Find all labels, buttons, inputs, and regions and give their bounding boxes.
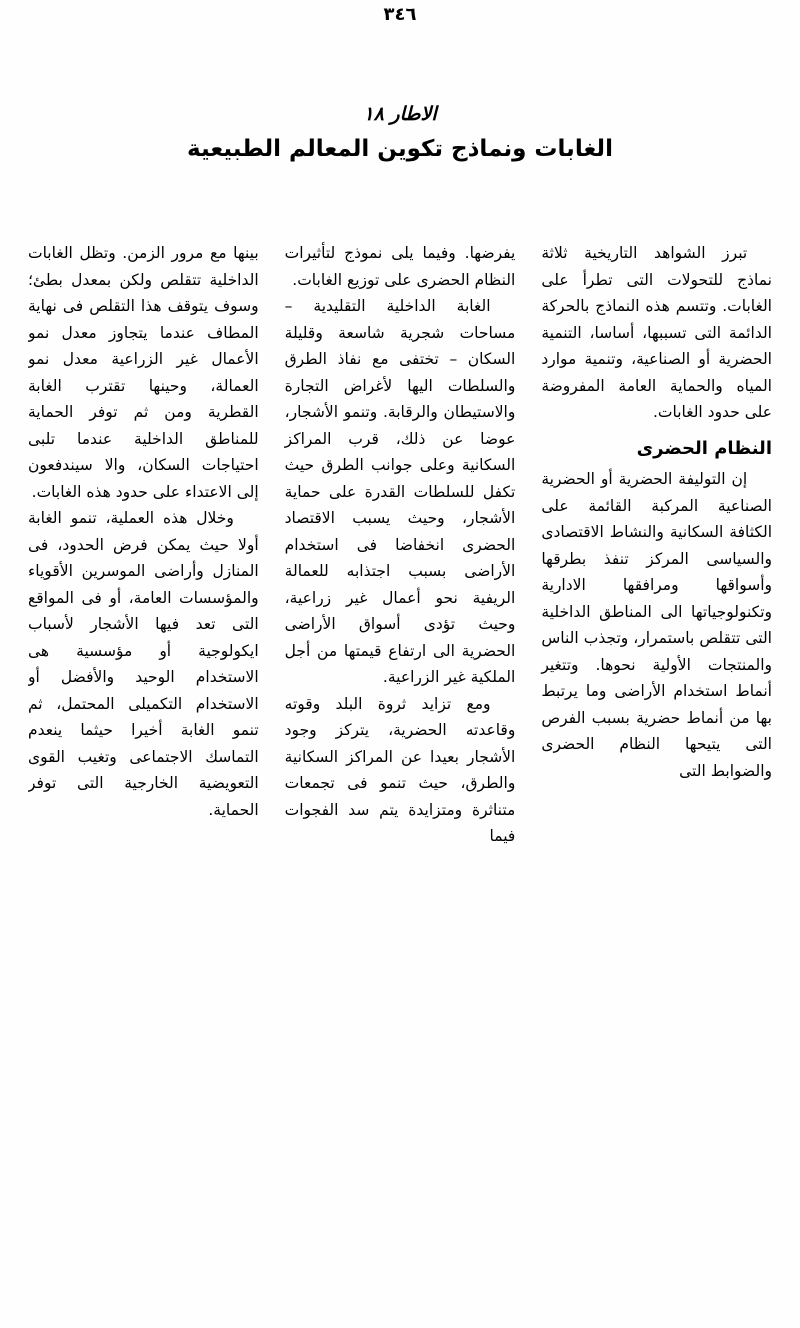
paragraph-urban-system: إن التوليفة الحضرية أو الحضرية الصناعية المركبة القائمة على الكثافة السكانية والنشاط الاقتصادى والسياسى المركز تنفذ بطرقها وأسواقها ومرافقها الادارية وتكنولوجياتها الى المناطق الداخلية التى تتقلص باستمرار، وتجذب الناس والمنتجات الأولية نحوها. وتتغير أنماط استخدام الأراضى وما يرتبط بها من أنماط حضرية بسبب الفرص التى يتيحها النظام الحضرى والضوابط التى xyxy=(541,470,772,780)
column-right xyxy=(541,240,772,1314)
paragraph-interior-forest: الغابة الداخلية التقليدية – مساحات شجرية شاسعة وقليلة السكان – تختفى مع نفاذ الطرق والسلطات اليها لأغراض التجارة والاستيطان والرقابة. وتنمو الأشجار، عوضا عن ذلك، قرب المراكز السكانية وعلى جوانب الطرق حيث تكفل للسلطات القدرة على حماية الأشجار، وحيث يسبب الاقتصاد الحضرى انخفاضا فى استخدام الأراضى بسبب اجتذابه للعمالة الريفية نحو أعمال غير زراعية، وحيث تؤدى أسواق الأراضى الحضرية الى ارتفاع قيمتها من أجل الملكية غير الزراعية. xyxy=(284,297,516,686)
paragraph-process: وخلال هذه العملية، تنمو الغابة أولا حيث يمكن فرض الحدود، فى المنازل وأراضى الموسرين الأقوياء والمؤسسات العامة، أو فى المواقع التى تعد فيها الأشجار لأسباب ايكولوجية أو مؤسسية هى الاستخدام الوحيد والأفضل أو الاستخدام التكميلى المحتمل، ثم تنمو الغابة أخيرا حيثما ينعدم التماسك الاجتماعى وتغيب القوى التعويضية الخارجية التى توفر الحماية. xyxy=(28,509,259,819)
section-heading-urban-system: النظام الحضرى xyxy=(636,437,772,459)
paragraph-country-wealth: ومع تزايد ثروة البلد وقوته وقاعدته الحضرية، يتركز وجود الأشجار بعيدا عن المراكز السكانية والطرق، حيث تنمو فى تجمعات متناثرة ومتزايدة يتم سد الفجوات فيما xyxy=(284,694,516,845)
column-middle xyxy=(285,240,516,1314)
frame-label: الاطار ١٨ xyxy=(363,103,437,125)
paragraph-continuation: بينها مع مرور الزمن. وتظل الغابات الداخلية تتقلص ولكن بمعدل بطئ؛ وسوف يتوقف هذا التقلص فى نهاية المطاف عندما يتجاوز معدل نمو الأعمال غير الزراعية معدل نمو العمالة، وحينها تقترب الغابة القطرية ومن ثم توفر الحماية للمناطق الداخلية عندما تلبى احتياجات السكان، والا سيندفعون إلى الاعتداء على حدود هذه الغابات. xyxy=(28,244,259,501)
column-left xyxy=(28,240,259,1314)
paragraph-continuation: يفرضها. وفيما يلى نموذج لتأثيرات النظام الحضرى على توزيع الغابات. xyxy=(284,244,516,289)
text-columns xyxy=(28,240,772,1314)
page-number: ٣٤٦ xyxy=(383,4,417,25)
paragraph-intro: تبرز الشواهد التاريخية ثلاثة نماذج للتحولات التى تطرأ على الغابات. وتتسم هذه النماذج بالحركة الدائمة التى تسببها، أساسا، التنمية الحضرية أو الصناعية، وتنمية موارد المياه والحماية العامة المفروضة على حدود الغابات. xyxy=(541,244,772,421)
document-title: الغابات ونماذج تكوين المعالم الطبيعية xyxy=(187,136,613,162)
